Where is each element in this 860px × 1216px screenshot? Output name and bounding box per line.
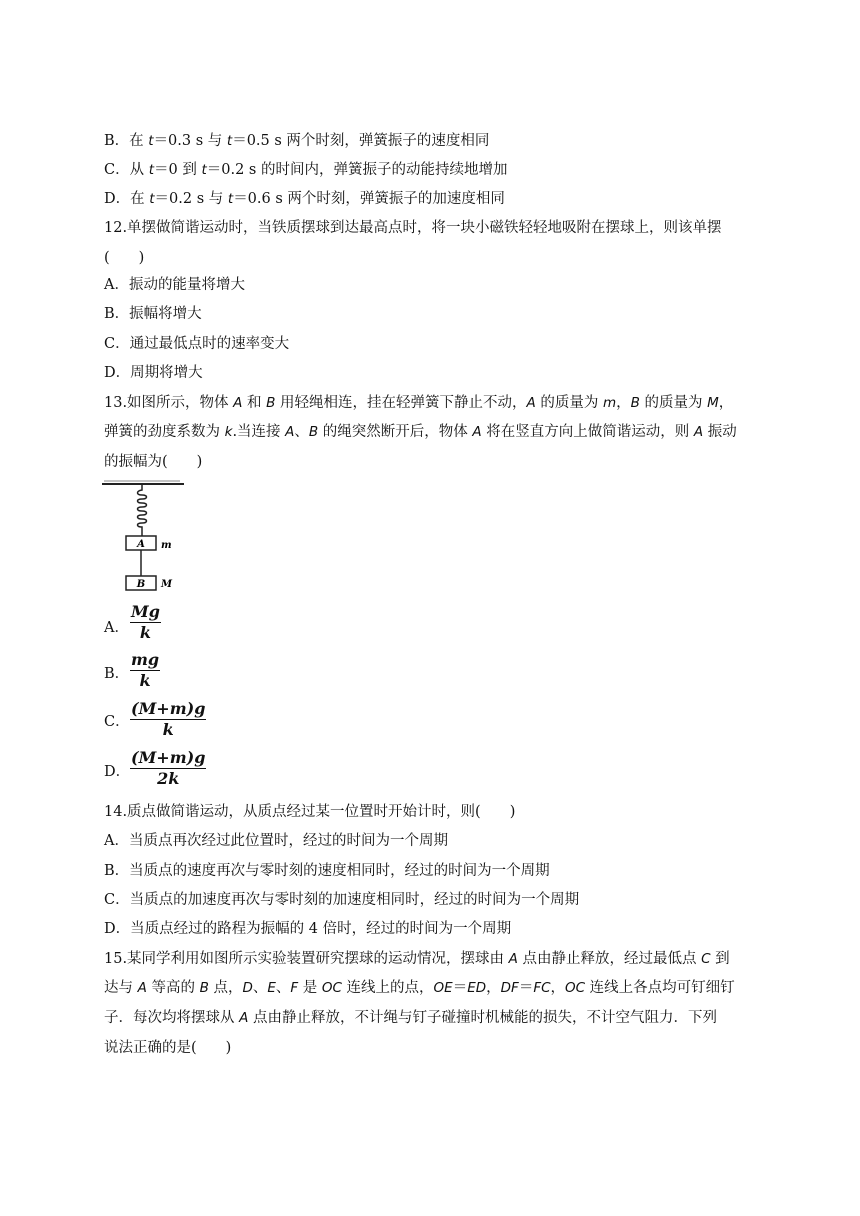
option-label: D． — [104, 191, 131, 207]
numerator: mg — [131, 650, 160, 669]
var-t: t — [149, 191, 155, 207]
option-text: ＝0.3 s 与 — [153, 133, 227, 149]
stem-text: 的绳突然断开后，物体 — [318, 424, 473, 440]
q13-option-c-label: C． — [104, 714, 130, 730]
stem-text: ＝ — [452, 980, 468, 996]
q12-stem-cont: ( ) — [104, 250, 145, 266]
q13-stem-line2 — [104, 422, 737, 442]
var-t: t — [201, 162, 207, 178]
q14-option-a — [104, 831, 448, 851]
option-text: 振幅将增大 — [129, 306, 202, 322]
stem-text: 振动 — [703, 424, 737, 440]
option-text: 振动的能量将增大 — [128, 277, 245, 293]
var-t: t — [226, 133, 233, 149]
q14-stem: 14.质点做简谐运动，从质点经过某一位置时开始计时，则( ) — [104, 804, 516, 820]
q13-stem-line1 — [104, 393, 733, 413]
option-text: 当质点再次经过此位置时，经过的时间为一个周期 — [128, 833, 448, 849]
option-text: ＝0.6 s 两个时刻，弹簧振子的加速度相同 — [233, 191, 505, 207]
q14-option-c — [104, 890, 579, 910]
option-text: ＝0 到 — [154, 162, 202, 178]
var-k: k — [224, 424, 233, 440]
stem-text: 等高的 — [146, 980, 200, 996]
denominator: k — [139, 623, 151, 642]
var-e: E — [267, 980, 276, 996]
var-t: t — [148, 162, 155, 178]
stem-text: ， — [616, 395, 631, 411]
denominator: k — [162, 720, 174, 739]
option-label: C． — [104, 162, 130, 178]
stem-text: 达与 — [104, 980, 138, 996]
option-text: ＝0.5 s 两个时刻，弹簧振子的速度相同 — [232, 133, 490, 149]
stem-text: 连线上的点， — [341, 980, 434, 996]
stem-text: 连线上各点均可钉细钉 — [585, 980, 735, 996]
option-text: 从 — [129, 162, 149, 178]
var-a: A — [693, 424, 704, 440]
var-b: B — [308, 424, 319, 440]
var-M: M — [707, 395, 719, 411]
stem-text: 到 — [710, 951, 730, 967]
spring-block-figure — [100, 478, 190, 598]
option-text: 当质点的加速度再次与零时刻的加速度相同时，经过的时间为一个周期 — [129, 892, 580, 908]
option-label: B． — [104, 306, 130, 322]
option-label: D． — [104, 365, 131, 381]
q13-option-a-fraction — [130, 603, 161, 642]
option-text: ＝0.2 s 的时间内，弹簧振子的动能持续地增加 — [206, 162, 508, 178]
var-a: A — [233, 395, 243, 411]
mass-b-label: M — [161, 579, 173, 590]
option-label: B． — [104, 133, 130, 149]
option-text: 在 — [130, 191, 150, 207]
stem-text: ＝ — [518, 980, 534, 996]
var-a: A — [508, 951, 518, 967]
option-label: A． — [104, 833, 129, 849]
stem-text: 将在竖直方向上做简谐运动，则 — [481, 424, 694, 440]
var-oe: OE — [433, 980, 453, 996]
q13-option-b-fraction — [130, 651, 160, 690]
stem-text: 点， — [208, 980, 243, 996]
option-text: 当质点经过的路程为振幅的 4 倍时，经过的时间为一个周期 — [130, 921, 512, 937]
block-a-label: A — [137, 539, 145, 550]
var-b: B — [199, 980, 209, 996]
q13-option-a-label: A． — [104, 620, 129, 636]
q11-option-c — [104, 160, 507, 180]
q14-option-b — [104, 861, 550, 881]
q15-stem-line4: 说法正确的是( ) — [104, 1040, 232, 1056]
q14-option-d — [104, 919, 511, 939]
denominator: k — [139, 671, 151, 690]
var-a: A — [472, 424, 482, 440]
q11-option-b — [104, 131, 489, 151]
option-label: C． — [104, 336, 130, 352]
q12-stem: 12.单摆做简谐运动时，当铁质摆球到达最高点时，将一块小磁铁轻轻地吸附在摆球上，则该单摆 — [104, 220, 722, 236]
denominator: 2k — [157, 769, 180, 788]
q13-option-d-fraction — [130, 749, 206, 788]
mass-a-label: m — [161, 540, 172, 551]
var-a: A — [285, 424, 295, 440]
option-text: 周期将增大 — [130, 365, 203, 381]
stem-text: ， — [550, 980, 566, 996]
var-b: B — [630, 395, 640, 411]
stem-text: 弹簧的劲度系数为 — [104, 424, 225, 440]
q12-option-d — [104, 363, 203, 383]
q12-option-c — [104, 334, 289, 354]
stem-text: 点由静止释放，经过最低点 — [517, 951, 702, 967]
stem-text: 点由静止释放，不计绳与钉子碰撞时机械能的损失，不计空气阻力．下列 — [248, 1010, 717, 1026]
q13-option-c-fraction — [130, 700, 206, 739]
var-fc: FC — [533, 980, 551, 996]
option-label: B． — [104, 863, 130, 879]
stem-text: 和 — [242, 395, 267, 411]
block-b-label: B — [136, 579, 146, 590]
q15-stem-line3 — [104, 1008, 717, 1028]
stem-text: 的质量为 — [639, 395, 708, 411]
numerator: (M+m)g — [131, 699, 206, 718]
q15-stem-line2 — [104, 978, 735, 998]
var-c: C — [701, 951, 711, 967]
spring — [138, 484, 147, 536]
stem-text: 是 — [298, 980, 322, 996]
option-text: 在 — [129, 133, 149, 149]
var-df: DF — [500, 980, 519, 996]
stem-text: 用轻绳相连，挂在轻弹簧下静止不动， — [275, 395, 527, 411]
q13-stem-line3: 的振幅为( ) — [104, 454, 203, 470]
var-d: D — [242, 980, 253, 996]
stem-text: 13.如图所示，物体 — [104, 395, 234, 411]
var-oc: OC — [321, 980, 342, 996]
stem-text: 、 — [252, 980, 268, 996]
stem-text: 15.某同学利用如图所示实验装置研究摆球的运动情况，摆球由 — [104, 951, 509, 967]
var-t: t — [227, 191, 234, 207]
q12-option-b — [104, 304, 202, 324]
option-label: A． — [104, 277, 129, 293]
option-text: 通过最低点时的速率变大 — [129, 336, 290, 352]
q11-option-d — [104, 189, 505, 209]
var-b: B — [266, 395, 276, 411]
var-ed: ED — [467, 980, 487, 996]
q13-option-d-label: D． — [104, 764, 131, 780]
option-text: ＝0.2 s 与 — [154, 191, 228, 207]
numerator: Mg — [131, 602, 160, 621]
stem-text: 子．每次均将摆球从 — [104, 1010, 240, 1026]
stem-text: .当连接 — [232, 424, 286, 440]
var-f: F — [290, 980, 299, 996]
q13-option-b-label: B． — [104, 666, 130, 682]
stem-text: 、 — [275, 980, 291, 996]
q15-stem-line1 — [104, 949, 730, 969]
stem-text: 、 — [294, 424, 309, 440]
stem-text: ， — [718, 395, 734, 411]
var-a: A — [239, 1010, 249, 1026]
var-m: m — [602, 395, 617, 411]
option-label: D． — [104, 921, 131, 937]
numerator: (M+m)g — [131, 748, 206, 767]
stem-text: 的质量为 — [535, 395, 603, 411]
var-a: A — [137, 980, 147, 996]
var-a: A — [526, 395, 536, 411]
option-label: C． — [104, 892, 130, 908]
q12-option-a — [104, 275, 245, 295]
option-text: 当质点的速度再次与零时刻的速度相同时，经过的时间为一个周期 — [129, 863, 550, 879]
stem-text: ， — [486, 980, 501, 996]
var-oc: OC — [565, 980, 586, 996]
var-t: t — [148, 133, 154, 149]
